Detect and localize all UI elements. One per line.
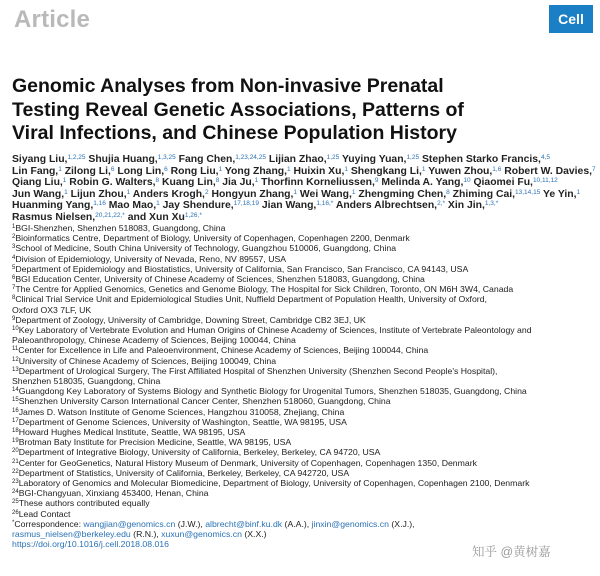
author-superscript: 1	[64, 188, 68, 196]
author-name: Ye Yin,	[540, 188, 577, 200]
affiliation-number: 19	[12, 438, 19, 445]
affiliation-number: 12	[12, 356, 19, 363]
affiliation-line	[12, 407, 592, 417]
affiliation-line	[12, 305, 592, 315]
affiliation-number: 17	[12, 417, 19, 424]
author-name: Thorfinn Korneliussen,	[258, 177, 375, 189]
author-line	[12, 177, 592, 189]
correspondence-text: (R.N.),	[130, 529, 162, 540]
affiliation-line	[12, 458, 592, 468]
affiliation-text: These authors contributed equally	[18, 498, 150, 509]
affiliation-line	[12, 386, 592, 396]
affiliation-number: 4	[12, 254, 16, 261]
author-superscript: 6	[110, 165, 115, 173]
author-superscript: 8	[446, 188, 450, 196]
author-name: Yuwen Zhou,	[425, 165, 493, 177]
author-name: Zhengming Chen,	[355, 188, 447, 200]
author-name: Huixin Xu,	[290, 165, 345, 177]
affiliation-line	[12, 437, 592, 447]
affiliation-text: Oxford OX3 7LF, UK	[12, 304, 92, 315]
author-superscript: 17,18,19	[233, 200, 259, 208]
author-name: Long Lin,	[114, 165, 165, 177]
author-name: Lijian Zhao,	[265, 154, 327, 165]
author-superscript: 1	[156, 200, 160, 208]
paper-title	[12, 75, 512, 146]
affiliation-text: Howard Hughes Medical Institute, Seattle, WA 98195, USA	[18, 427, 246, 438]
affiliation-line	[12, 488, 592, 498]
author-line	[12, 165, 596, 178]
affiliation-line	[12, 284, 592, 294]
author-name: Anders Albrechtsen,	[333, 200, 438, 212]
author-superscript: 1,3,25	[157, 154, 176, 161]
affiliation-text: Shenzhen University Carson International Cancer Center, Shenzhen 518060, Guangdong, China	[18, 396, 391, 407]
author-superscript: 1,6	[492, 165, 502, 173]
author-superscript: 6	[164, 165, 168, 173]
author-superscript: 1	[293, 188, 298, 196]
author-superscript: 1,25	[406, 154, 420, 161]
author-name: Lijun Zhou,	[67, 188, 127, 200]
affiliation-text: BGI-Changyuan, Xinxiang 453400, Henan, China	[18, 488, 209, 499]
author-name: Jun Wang,	[12, 188, 65, 200]
affiliation-text: Division of Epidemiology, University of Nevada, Reno, NV 89557, USA	[15, 253, 287, 264]
affiliation-text: Department of Statistics, University of California, Berkeley, Berkeley, CA 942720, USA	[18, 467, 350, 478]
affiliation-number: 2	[12, 234, 16, 241]
affiliation-number: 24	[12, 489, 19, 496]
author-superscript: 1	[351, 188, 356, 196]
affiliation-number: 22	[12, 468, 19, 475]
affiliation-number: 1	[12, 224, 16, 230]
author-name: Siyang Liu,	[12, 154, 68, 165]
affiliation-text: Shenzhen 518035, Guangdong, China	[12, 376, 161, 387]
author-name: Jia Ju,	[219, 177, 255, 189]
author-superscript: 1	[421, 165, 426, 173]
author-superscript: 2	[204, 188, 209, 196]
affiliation-text: Key Laboratory of Vertebrate Evolution and Human Origins of Chinese Academy of Sciences, Institute of Vertebrate Paleontology and	[18, 325, 532, 336]
affiliation-text: BGI Education Center, University of Chinese Academy of Sciences, Shenzhen 518083, Guangdong, China	[15, 274, 425, 285]
correspondence-text: (J.W.),	[175, 518, 206, 529]
author-superscript: 1,26,*	[184, 211, 202, 219]
author-name: Shujia Huang,	[85, 154, 158, 165]
author-name: Zilong Li,	[61, 165, 111, 177]
affiliation-line	[12, 447, 592, 457]
author-superscript: 1,16,*	[316, 200, 334, 208]
author-name: Robin G. Walters,	[66, 177, 156, 189]
author-name: Rasmus Nielsen,	[12, 211, 96, 223]
correspondence-line	[12, 519, 592, 529]
author-name: Kuang Lin,	[159, 177, 216, 189]
affiliation-number: 7	[12, 285, 16, 292]
author-name: Rong Liu,	[167, 165, 219, 177]
correspondence-marker: *	[12, 519, 15, 526]
affiliation-line	[12, 325, 592, 335]
email-link[interactable]: jinxin@genomics.cn	[311, 518, 389, 529]
author-superscript: 1	[254, 177, 259, 185]
author-superscript: 1	[287, 165, 291, 173]
author-name: Qiang Liu,	[12, 177, 63, 189]
author-name: Hongyun Zhang,	[208, 188, 294, 200]
affiliation-number: 18	[12, 428, 19, 435]
email-link[interactable]: xuxun@genomics.cn	[161, 529, 242, 540]
author-name: Melinda A. Yang,	[378, 177, 464, 189]
author-superscript: 1	[344, 165, 348, 173]
affiliation-number: 20	[12, 448, 19, 455]
affiliation-line	[12, 427, 592, 437]
affiliation-line	[12, 478, 592, 488]
affiliation-text: School of Medicine, South China University of Technology, Guangzhou 510006, Guangdong, China	[15, 243, 397, 254]
affiliation-number: 10	[12, 326, 19, 333]
author-name: Mao Mao,	[105, 200, 157, 212]
affiliation-line	[12, 243, 592, 253]
affiliation-text: Bioinformatics Centre, Department of Biology, University of Copenhagen, Copenhagen 2200, Denmark	[15, 233, 410, 244]
affiliation-line	[12, 315, 592, 325]
author-superscript: 1	[218, 165, 223, 173]
author-line	[12, 154, 592, 166]
author-superscript: 1	[126, 188, 131, 196]
author-name: Yong Zhang,	[222, 165, 288, 177]
correspondence-text: (X.X.)	[241, 529, 267, 540]
affiliation-list	[12, 223, 592, 550]
journal-logo: Cell	[549, 5, 593, 33]
affiliation-text: James D. Watson Institute of Genome Sciences, Hangzhou 310058, Zhejiang, China	[18, 406, 345, 417]
affiliation-line	[12, 417, 592, 427]
affiliation-text: Department of Epidemiology and Biostatistics, University of California, San Francisco, San Francisco, CA 94143, USA	[15, 263, 469, 274]
author-name: and Xun Xu	[124, 211, 185, 223]
affiliation-number: 11	[12, 346, 19, 353]
affiliation-text: University of Chinese Academy of Sciences, Beijing 100049, China	[18, 355, 277, 366]
author-line	[12, 200, 592, 212]
affiliation-line	[12, 345, 592, 355]
author-line	[12, 212, 592, 224]
author-superscript: 1,23,24,25	[235, 154, 266, 161]
doi-link[interactable]: https://doi.org/10.1016/j.cell.2018.08.016	[12, 539, 169, 550]
title-line: Genomic Analyses from Non-invasive Prenatal	[12, 75, 444, 97]
affiliation-line	[12, 396, 592, 406]
affiliation-number: 3	[12, 244, 16, 251]
author-superscript: 1	[576, 188, 581, 196]
affiliation-line	[12, 335, 592, 345]
author-name: Huanming Yang,	[12, 200, 94, 212]
affiliation-line	[12, 294, 592, 304]
author-superscript: 1,25	[326, 154, 340, 161]
author-name: Lin Fang,	[12, 165, 59, 177]
author-superscript: 9	[374, 177, 379, 185]
correspondence-text: (A.A.),	[282, 518, 312, 529]
affiliation-number: 6	[12, 275, 16, 282]
correspondence-line	[12, 529, 592, 539]
affiliation-line	[12, 356, 592, 366]
affiliation-text: Laboratory of Genomics and Molecular Biomedicine, Department of Biology, University of Copenhagen, Copenhagen 2100, Denmark	[18, 478, 530, 489]
affiliation-number: 26	[12, 509, 19, 516]
affiliation-line	[12, 223, 592, 233]
affiliation-line	[12, 274, 592, 284]
affiliation-text: Lead Contact	[18, 508, 71, 519]
affiliation-text: BGI-Shenzhen, Shenzhen 518083, Guangdong, China	[15, 223, 226, 233]
affiliation-text: Center for Excellence in Life and Paleoenvironment, Chinese Academy of Sciences, Beijing 100044, China	[18, 345, 429, 356]
affiliation-line	[12, 468, 592, 478]
author-name: Fang Chen,	[175, 154, 236, 165]
author-name: Xin Jin,	[445, 200, 485, 212]
email-link[interactable]: wangjian@genomics.cn	[83, 518, 176, 529]
affiliation-text: Department of Genome Sciences, University of Washington, Seattle, WA 98195, USA	[18, 416, 347, 427]
title-line: Viral Infections, and Chinese Population History	[12, 122, 457, 144]
email-link[interactable]: rasmus_nielsen@berkeley.edu	[12, 529, 131, 540]
affiliation-text: Department of Urological Surgery, The First Affiliated Hospital of Shenzhen University (Shenzhen Second People's Hospital),	[18, 365, 498, 376]
affiliation-text: Clinical Trial Service Unit and Epidemiological Studies Unit, Nuffield Department of Population Health, University of Oxford,	[15, 294, 487, 305]
affiliation-text: The Centre for Applied Genomics, Genetics and Genome Biology, The Hospital for Sick Children, Toronto, ON M6H 3W4, Canada	[15, 284, 514, 295]
affiliation-number: 13	[12, 366, 19, 373]
affiliation-number: 16	[12, 407, 19, 414]
author-superscript: 7	[592, 165, 596, 173]
author-name: Anders Krogh,	[130, 188, 205, 200]
affiliation-number: 5	[12, 264, 16, 271]
affiliation-text: Department of Integrative Biology, University of California, Berkeley, Berkeley, CA 94720, USA	[18, 447, 381, 458]
affiliation-number: 8	[12, 295, 16, 302]
affiliation-line	[12, 509, 592, 519]
affiliation-line	[12, 498, 592, 508]
author-name: Jian Wang,	[258, 200, 317, 212]
author-name: Yuying Yuan,	[339, 154, 407, 165]
author-superscript: 2,*	[437, 200, 446, 208]
section-label: Article	[14, 6, 91, 33]
affiliation-number: 23	[12, 479, 19, 486]
author-name: Qiaomei Fu,	[470, 177, 533, 189]
author-name: Robert W. Davies,	[501, 165, 592, 177]
affiliation-number: 14	[12, 387, 19, 394]
author-superscript: 4,5	[540, 154, 550, 161]
author-line	[12, 189, 592, 201]
affiliation-line	[12, 376, 592, 386]
author-name: Jay Shendure,	[159, 200, 234, 212]
author-name: Shengkang Li,	[347, 165, 422, 177]
author-superscript: 1	[62, 177, 67, 185]
author-name: Stephen Starko Francis,	[419, 154, 541, 165]
affiliation-text: Paleoanthropology, Chinese Academy of Sciences, Beijing 100044, China	[12, 335, 296, 346]
title-line: Testing Reveal Genetic Associations, Patterns of	[12, 98, 464, 121]
affiliation-line	[12, 254, 592, 264]
author-superscript: 1	[58, 165, 62, 173]
affiliation-line	[12, 264, 592, 274]
affiliation-text: Brotman Baty Institute for Precision Medicine, Seattle, WA 98195, USA	[18, 437, 292, 448]
affiliation-line	[12, 366, 592, 376]
author-superscript: 20,21,22,*	[95, 211, 125, 219]
affiliation-number: 15	[12, 397, 19, 404]
affiliation-number: 9	[12, 315, 16, 322]
affiliation-text: Center for GeoGenetics, Natural History Museum of Denmark, University of Copenhagen, Copenhagen 1350, Denmark	[18, 457, 477, 468]
author-superscript: 1,2,25	[67, 154, 86, 161]
author-superscript: 1,16	[93, 200, 106, 208]
affiliation-line	[12, 233, 592, 243]
correspondence-text: (X.J.),	[388, 518, 415, 529]
author-superscript: 8	[215, 177, 220, 185]
email-link[interactable]: albrecht@binf.ku.dk	[205, 518, 283, 529]
affiliation-text: Guangdong Key Laboratory of Systems Biology and Synthetic Biology for Urogenital Tumors, Shenzhen 518035, Guangdong, China	[18, 386, 527, 397]
author-superscript: 10	[463, 177, 471, 185]
correspondence-label: Correspondence:	[14, 518, 84, 529]
author-name: Wei Wang,	[297, 188, 352, 200]
affiliation-text: Department of Zoology, University of Cambridge, Downing Street, Cambridge CB2 3EJ, UK	[15, 314, 366, 325]
author-superscript: 8	[155, 177, 160, 185]
author-name: Zhiming Cai,	[449, 188, 515, 200]
affiliation-number: 21	[12, 458, 19, 465]
watermark: 知乎 @黄树嘉	[472, 545, 551, 559]
affiliation-number: 25	[12, 499, 19, 506]
author-superscript: 10,11,12	[532, 177, 558, 185]
author-list	[12, 154, 596, 224]
author-superscript: 1,3,*	[484, 200, 499, 208]
author-superscript: 13,14,15	[515, 188, 541, 196]
